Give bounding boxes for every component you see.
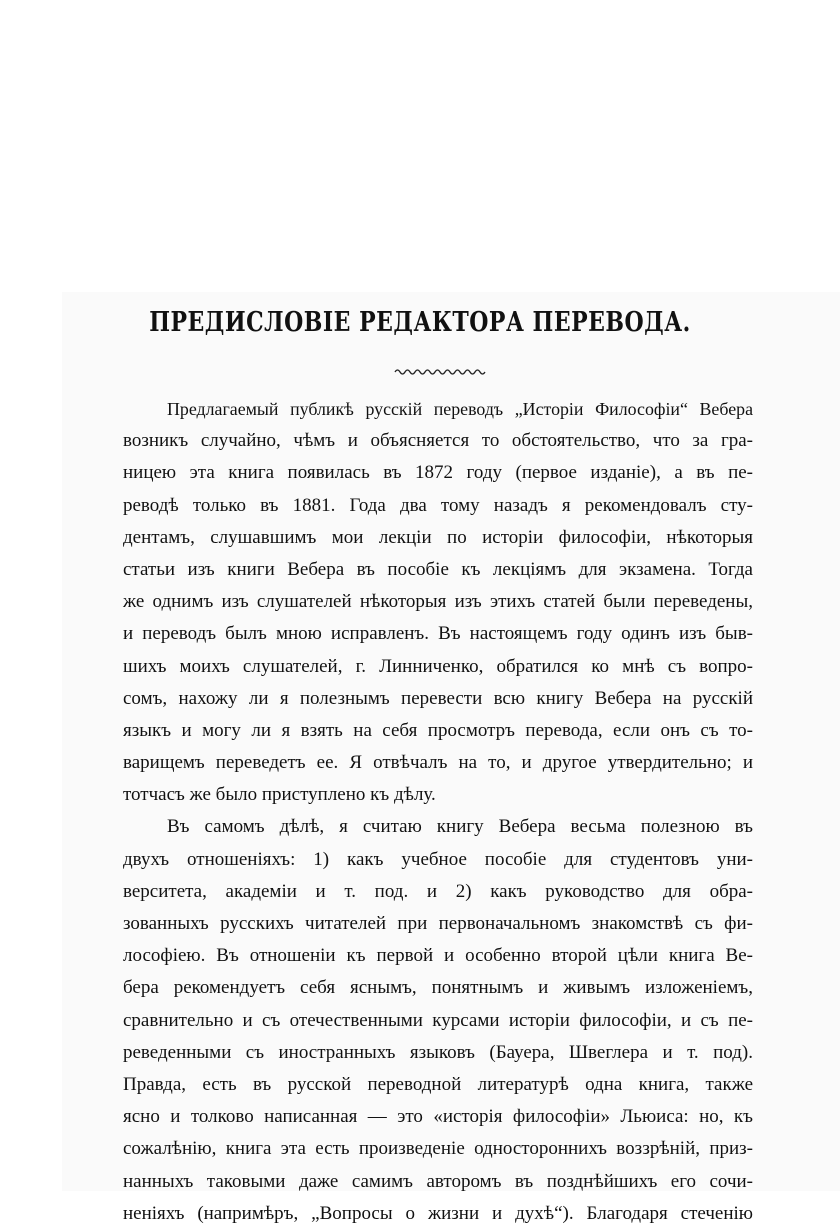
text-line: же однимъ изъ слушателей нѣкоторыя изъ этихъ статей были переведены, [123,591,753,613]
wavy-ornament-icon [393,365,487,379]
text-line: тотчасъ же было приступлено къ дѣлу. [123,784,436,806]
text-line: ясно и толково написанная — это «исторія философіи» Льюиса: но, къ [123,1106,753,1128]
text-line: сомъ, нахожу ли я полезнымъ перевести всю книгу Вебера на русскій [123,687,753,709]
text-line: реведенными съ иностранныхъ языковъ (Бауера, Швеглера и т. под). [123,1041,753,1063]
text-line: Правда, есть въ русской переводной литературѣ одна книга, также [123,1073,753,1095]
text-line: сожалѣнію, книга эта есть произведеніе одностороннихъ воззрѣній, приз- [123,1138,753,1160]
paragraph-1 [123,393,753,811]
text-line: варищемъ переведетъ ее. Я отвѣчалъ на то, и другое утвердительно; и [123,752,753,774]
text-line: Въ самомъ дѣлѣ, я считаю книгу Вебера весьма полезною въ [167,816,753,838]
text-line: лософіею. Въ отношеніи къ первой и особенно второй цѣли книга Ве- [123,945,753,967]
text-line: зованныхъ русскихъ читателей при первоначальномъ знакомствѣ съ фи- [123,913,753,934]
text-line: возникъ случайно, чѣмъ и объясняется то обстоятельство, что за гра- [123,430,753,452]
text-line: бера рекомендуетъ себя яснымъ, понятнымъ и живымъ изложеніемъ, [123,977,753,999]
text-line: реводѣ только въ 1881. Года два тому назадъ я рекомендовалъ сту- [123,494,753,516]
text-line: двухъ отношеніяхъ: 1) какъ учебное пособіе для студентовъ уни- [123,848,753,870]
text-line: статьи изъ книги Вебера въ пособіе къ лекціямъ для экзамена. Тогда [123,558,753,580]
text-line: и переводъ былъ мною исправленъ. Въ настоящемъ году одинъ изъ быв- [123,623,753,645]
text-line: дентамъ, слушавшимъ мои лекціи по исторіи философіи, нѣкоторыя [123,526,753,548]
text-line: шихъ моихъ слушателей, г. Линниченко, обратился ко мнѣ съ вопро- [123,655,753,677]
text-line: языкъ и могу ли я взять на себя просмотръ перевода, если онъ съ то- [123,719,753,741]
paragraph-2 [123,811,753,1229]
page-title: ПРЕДИСЛОВІЕ РЕДАКТОРА ПЕРЕВОДА. [149,306,691,339]
text-line: сравнительно и съ отечественными курсами исторіи философіи, и съ пе- [123,1009,753,1031]
body-text [123,393,753,1230]
text-line: ницею эта книга появилась въ 1872 году (первое изданіе), а въ пе- [123,462,753,484]
text-line: неніяхъ (напримѣръ, „Вопросы о жизни и духѣ“). Благодаря стеченію [123,1202,753,1224]
text-line: нанныхъ таковыми даже самимъ авторомъ въ позднѣйшихъ его сочи- [123,1170,753,1192]
text-line: Предлагаемый публикѣ русскій переводъ „Исторіи Философіи“ Вебера [167,399,753,419]
text-line: верситета, академіи и т. под. и 2) какъ руководство для обра- [123,880,753,902]
